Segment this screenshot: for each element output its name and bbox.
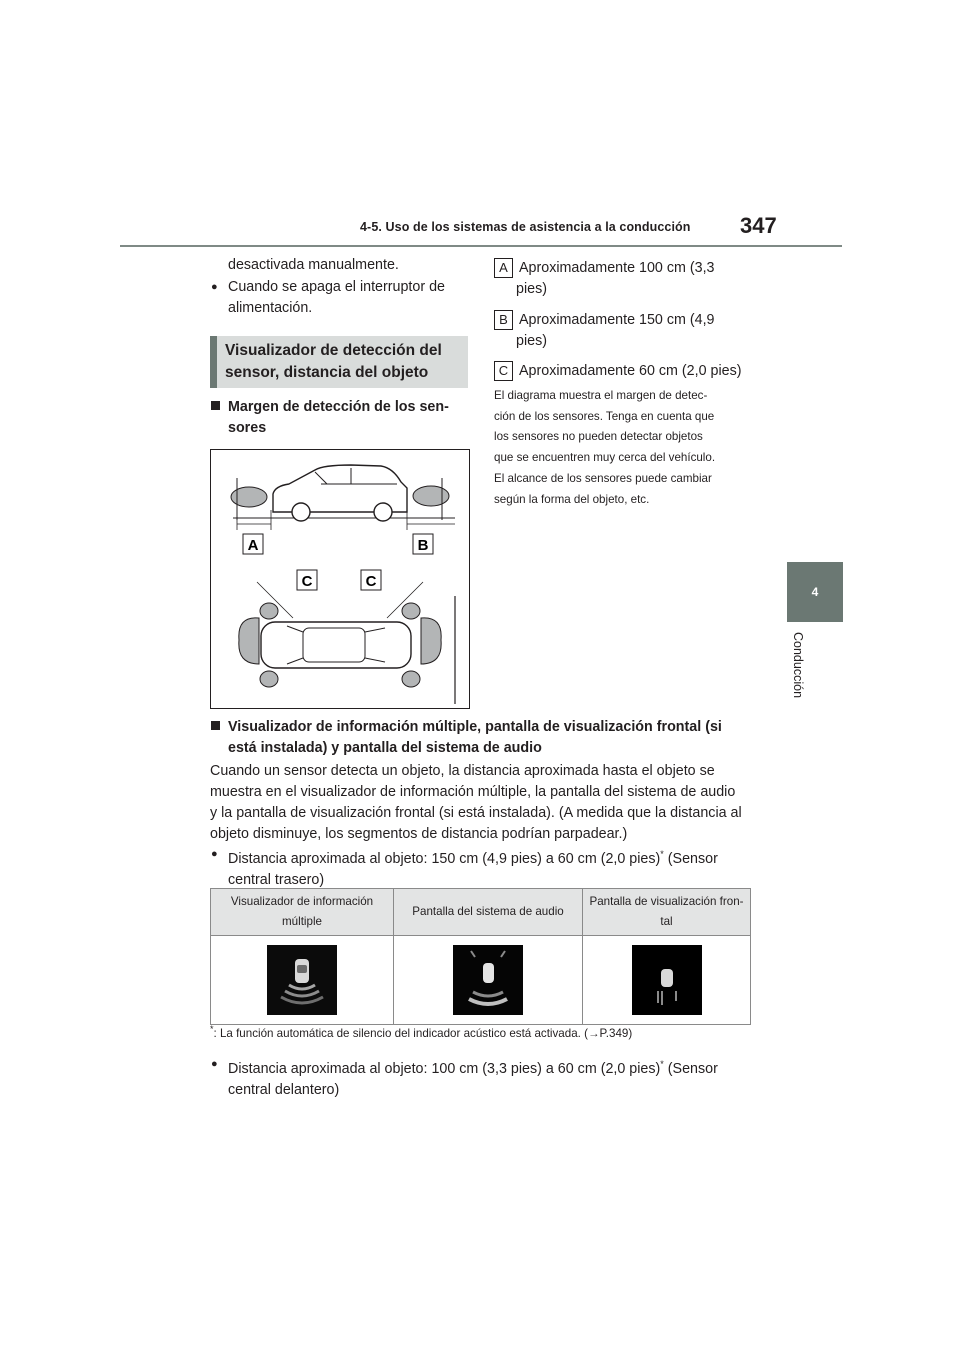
chapter-label: Conducción [791,632,805,699]
note-line: ción de los sensores. Tenga en cuenta que [494,409,715,423]
bullet-power-off [228,277,468,319]
chapter-tab: 4 [787,562,843,622]
wheel-front [292,503,310,521]
box-title-line: sensor, distancia del objeto [225,364,429,381]
subheading-line: Visualizador de información múltiple, pantalla de visualización frontal (si [228,719,722,735]
note-line: los sensores no pueden detectar objetos [494,430,703,443]
legend-text: Aproximadamente 150 cm (4,9 [519,312,715,328]
continued-text: desactivada manualmente. [228,257,399,273]
label-c: C [365,573,377,590]
rear-corner-lobe [402,603,420,619]
car-icon [483,963,494,983]
header-cell-hud [583,889,751,936]
header-line: tal [660,915,673,928]
subheading-line: Margen de detección de los sen- [228,399,449,415]
legend-text: Aproximadamente 100 cm (3,3 [519,260,715,276]
header-line: múltiple [282,915,322,928]
note-line: El alcance de los sensores puede cambiar [494,472,712,485]
asterisk-mark: * [660,1059,664,1069]
header-divider [120,245,842,247]
sensor-diagram-svg [211,450,469,708]
bullet-rear-distance [228,844,758,891]
section-title: 4-5. Uso de los sistemas de asistencia a la conducción [360,220,691,234]
header-line: Pantalla del sistema de audio [412,905,564,918]
subheading-detection-range [228,397,468,439]
subheading-line: sores [228,420,267,436]
bullet-front-distance [228,1054,758,1101]
display-table [210,888,751,1025]
label-b: B [417,537,429,554]
paragraph-line: muestra en el visualizador de información múltiple, la pantalla del sistema de audio [210,784,736,800]
front-center-lobe [239,618,259,664]
legend-item-b [494,310,754,352]
legend-text-cont: pies) [516,333,547,349]
multi-info-screen-cell [211,936,394,1025]
note-line: que se encuentren muy cerca del vehículo. [494,450,716,464]
multi-info-screen-image [267,945,337,1015]
bullet-text: central trasero) [228,871,325,888]
legend-item-c [494,361,754,382]
paragraph-line: objeto disminuye, los segmentos de distancia podrían parpadear.) [210,826,628,842]
legend-item-a [494,258,754,300]
asterisk-mark: * [660,849,664,859]
audio-screen-cell [394,936,583,1025]
bullet-text: Distancia aproximada al objeto: 150 cm (4,9 pies) a 60 cm (2,0 pies) [228,850,661,867]
header-cell-multi-info [211,889,394,936]
label-c: C [301,573,313,590]
audio-screen-image [453,945,523,1015]
legend-text-cont: pies) [516,281,547,297]
bullet-text: (Sensor [663,1060,718,1077]
rear-corner-lobe [402,671,420,687]
legend-letter: C [494,361,513,381]
table-header-row [211,889,751,936]
rear-center-lobe [421,618,441,664]
diagram-note [494,386,754,510]
legend-letter: A [494,258,513,278]
front-corner-lobe [260,671,278,687]
header-line: Visualizador de información [230,895,374,908]
display-paragraph [210,761,770,845]
header-cell-audio [394,889,583,936]
legend-text: Aproximadamente 60 cm (2,0 pies) [519,363,742,379]
legend-letter: B [494,310,513,330]
car-top-view [261,622,411,668]
paragraph-line: Cuando un sensor detecta un objeto, la distancia aproximada hasta el objeto se [210,763,715,779]
rear-detection-lobe [413,486,449,506]
bullet-text: central delantero) [228,1081,340,1098]
bullet-line: ● Cuando se apaga el interruptor de [228,279,445,295]
table-row [211,936,751,1025]
bullet-line: alimentación. [228,300,313,316]
header-line: Pantalla de visualización fron- [589,895,744,908]
note-line: según la forma del objeto, etc. [494,492,650,506]
label-a: A [247,537,259,554]
bullet-text: (Sensor [663,850,718,867]
page-reference-link[interactable]: P.349) [599,1026,633,1040]
front-detection-lobe [231,487,267,507]
subheading-displays [228,717,768,759]
footnote [210,1024,770,1040]
car-icon [661,969,673,987]
front-corner-lobe [260,603,278,619]
footnote-mark: * [210,1024,214,1034]
bullet-text: Distancia aproximada al objeto: 100 cm (3,3 pies) a 60 cm (2,0 pies) [228,1060,661,1077]
hud-screen-cell [583,936,751,1025]
wheel-rear [374,503,392,521]
footnote-text: : La función automática de silencio del indicador acústico está activada. ( [213,1026,588,1040]
sensor-range-diagram [210,449,470,709]
note-line: El diagrama muestra el margen de detec- [494,389,708,402]
hud-screen-image [632,945,702,1015]
page-number: 347 [740,213,777,238]
box-title-line: Visualizador de detección del [225,342,442,359]
arrow-icon: → [587,1026,600,1040]
subheading-line: está instalada) y pantalla del sistema de audio [228,740,542,756]
section-box-title [210,336,468,388]
paragraph-line: y la pantalla de visualización frontal (si está instalada). (A medida que la distancia al [210,805,742,821]
